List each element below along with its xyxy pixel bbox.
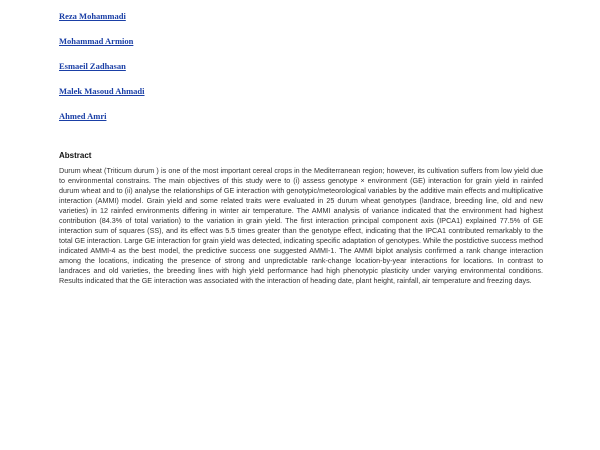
author-link-reza-mohammadi[interactable]: Reza Mohammadi — [59, 11, 126, 21]
abstract-section — [59, 150, 543, 286]
author-link-malek-masoud-ahmadi[interactable]: Malek Masoud Ahmadi — [59, 86, 145, 96]
author-list — [59, 10, 359, 135]
abstract-heading: Abstract — [59, 151, 92, 160]
author-link-mohammad-armion[interactable]: Mohammad Armion — [59, 36, 134, 46]
author-link-esmaeil-zadhasan[interactable]: Esmaeil Zadhasan — [59, 61, 126, 71]
abstract-body: Durum wheat (Triticum durum ) is one of the most important cereal crops in the Mediterranean region; however, its cultivation suffers from low yield due to environmental constrains. The main objectives of this study were to (i) assess genotype × environment (GE) interaction for grain yield in rainfed durum wheat and to (ii) analyse the relationships of GE interaction with genotypic/meteorological variables by the additive main effects and multiplicative interaction (AMMI) model. Grain yield and some related traits were evaluated in 25 durum wheat genotypes (landrace, breeding line, old and new varieties) in 12 rainfed environments differing in winter air temperature. The AMMI analysis of variance indicated that the environment had highest contribution (84.3% of total variation) to the variation in grain yield. The first interaction principal component axis (IPCA1) explained 77.5% of GE interaction sum of squares (SS), and its effect was 5.5 times greater than the genotype effect, indicating that the IPCA1 contributed remarkably to the total GE interaction. Large GE interaction for grain yield was detected, indicating specific adaptation of genotypes. While the postdictive success method indicated AMMI-4 as the best model, the predictive success one suggested AMMI-1. The AMMI biplot analysis confirmed a rank change interaction among the locations, indicating the presence of strong and unpredictable rank-change location-by-year interactions for locations. In contrast to landraces and old varieties, the breeding lines with high yield performance had high phenotypic plasticity under varying environmental conditions. Results indicated that the GE interaction was associated with the interaction of heading date, plant height, rainfall, air temperature and freezing days. — [59, 166, 543, 285]
author-link-ahmed-amri[interactable]: Ahmed Amri — [59, 111, 107, 121]
